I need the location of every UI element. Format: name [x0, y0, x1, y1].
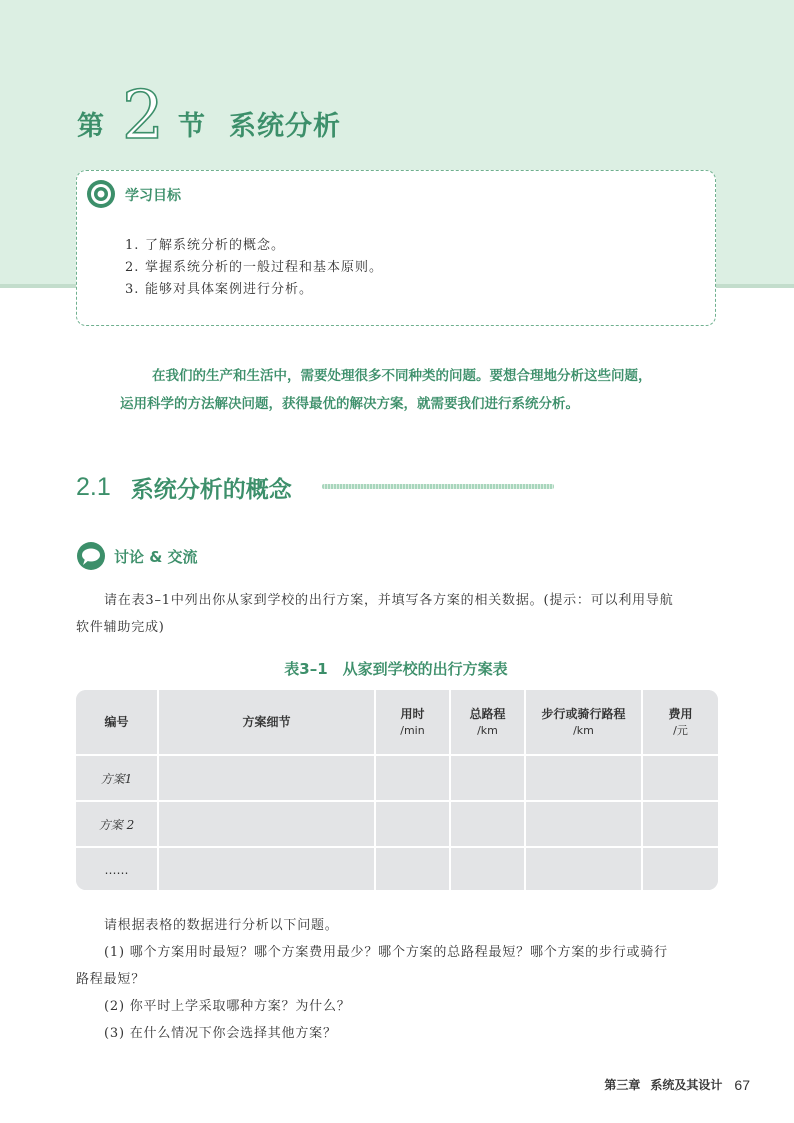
- table-cell: [525, 755, 642, 801]
- item-text: 掌握系统分析的一般过程和基本原则。: [145, 260, 384, 275]
- speech-bubble-icon: [76, 541, 106, 571]
- list-item: [125, 279, 383, 301]
- intro-paragraph: [120, 362, 684, 418]
- objectives-title: 学习目标: [125, 188, 181, 204]
- section-title: 系统分析: [229, 111, 341, 142]
- subsection-title: 系统分析的概念: [130, 476, 292, 503]
- header-id: 编号: [76, 690, 158, 755]
- table-caption: 表3–1 从家到学校的出行方案表: [284, 660, 508, 678]
- section-number: 2: [122, 77, 164, 154]
- discussion-task: [76, 587, 716, 641]
- table-cell: [642, 847, 718, 890]
- table-cell: [525, 801, 642, 847]
- row-label: 方案1: [76, 755, 158, 801]
- row-label: ……: [76, 847, 158, 890]
- table-cell: [642, 755, 718, 801]
- table-cell: [450, 755, 525, 801]
- table-cell: [450, 847, 525, 890]
- table-cell: [450, 801, 525, 847]
- discussion-label: 讨论 & 交流: [114, 547, 198, 566]
- section-prefix: 第: [77, 111, 104, 142]
- table-cell: [375, 847, 450, 890]
- question-2: (2) 你平时上学采取哪种方案？为什么？: [104, 999, 351, 1014]
- item-text: 能够对具体案例进行分析。: [145, 282, 314, 297]
- item-number: 1.: [125, 238, 140, 253]
- section-suffix: 节: [178, 111, 205, 142]
- table-cell: [158, 801, 375, 847]
- table-cell: [375, 801, 450, 847]
- row-label: 方案 2: [76, 801, 158, 847]
- question-1-line-1: (1) 哪个方案用时最短？哪个方案费用最少？哪个方案的总路程最短？哪个方案的步行或骑行: [104, 945, 668, 960]
- task-line-1: 请在表3–1中列出你从家到学校的出行方案，并填写各方案的相关数据。(提示：可以利用导航: [104, 593, 674, 608]
- questions: [76, 912, 716, 1047]
- page-footer: [604, 1076, 750, 1093]
- table-cell: [375, 755, 450, 801]
- item-number: 2.: [125, 260, 140, 275]
- table-cell: [642, 801, 718, 847]
- table-cell: [525, 847, 642, 890]
- learning-objectives-box: [76, 170, 716, 326]
- header-cost: 费用 /元: [642, 690, 718, 755]
- objectives-list: [125, 235, 383, 301]
- header-walk-distance: 步行或骑行路程 /km: [525, 690, 642, 755]
- list-item: [125, 235, 383, 257]
- item-number: 3.: [125, 282, 140, 297]
- header-details: 方案细节: [158, 690, 375, 755]
- table-row: [76, 801, 718, 847]
- subsection-heading: [76, 470, 292, 504]
- header-time: 用时 /min: [375, 690, 450, 755]
- header-distance: 总路程 /km: [450, 690, 525, 755]
- table-cell: [158, 755, 375, 801]
- table-cell: [158, 847, 375, 890]
- questions-intro: 请根据表格的数据进行分析以下问题。: [104, 918, 339, 933]
- task-line-2: 软件辅助完成): [76, 620, 165, 635]
- footer-chapter-title: 系统及其设计: [650, 1078, 723, 1092]
- discussion-heading: [76, 540, 198, 572]
- question-3: (3) 在什么情况下你会选择其他方案？: [104, 1026, 337, 1041]
- intro-line-2: 运用科学的方法解决问题，获得最优的解决方案，就需要我们进行系统分析。: [120, 396, 579, 412]
- intro-line-1: 在我们的生产和生活中，需要处理很多不同种类的问题。要想合理地分析这些问题，: [152, 368, 652, 384]
- subsection-rule: [322, 484, 554, 489]
- target-icon: [86, 179, 116, 209]
- table-row: [76, 755, 718, 801]
- page-number: 67: [734, 1076, 750, 1093]
- list-item: [125, 257, 383, 279]
- travel-plan-table: [76, 690, 718, 890]
- item-text: 了解系统分析的概念。: [145, 238, 286, 253]
- table-header-row: [76, 690, 718, 755]
- footer-chapter: 第三章: [604, 1078, 641, 1092]
- question-1-line-2: 路程最短？: [76, 972, 146, 987]
- section-heading: [77, 74, 341, 154]
- subsection-number: 2.1: [76, 472, 111, 501]
- table-row: [76, 847, 718, 890]
